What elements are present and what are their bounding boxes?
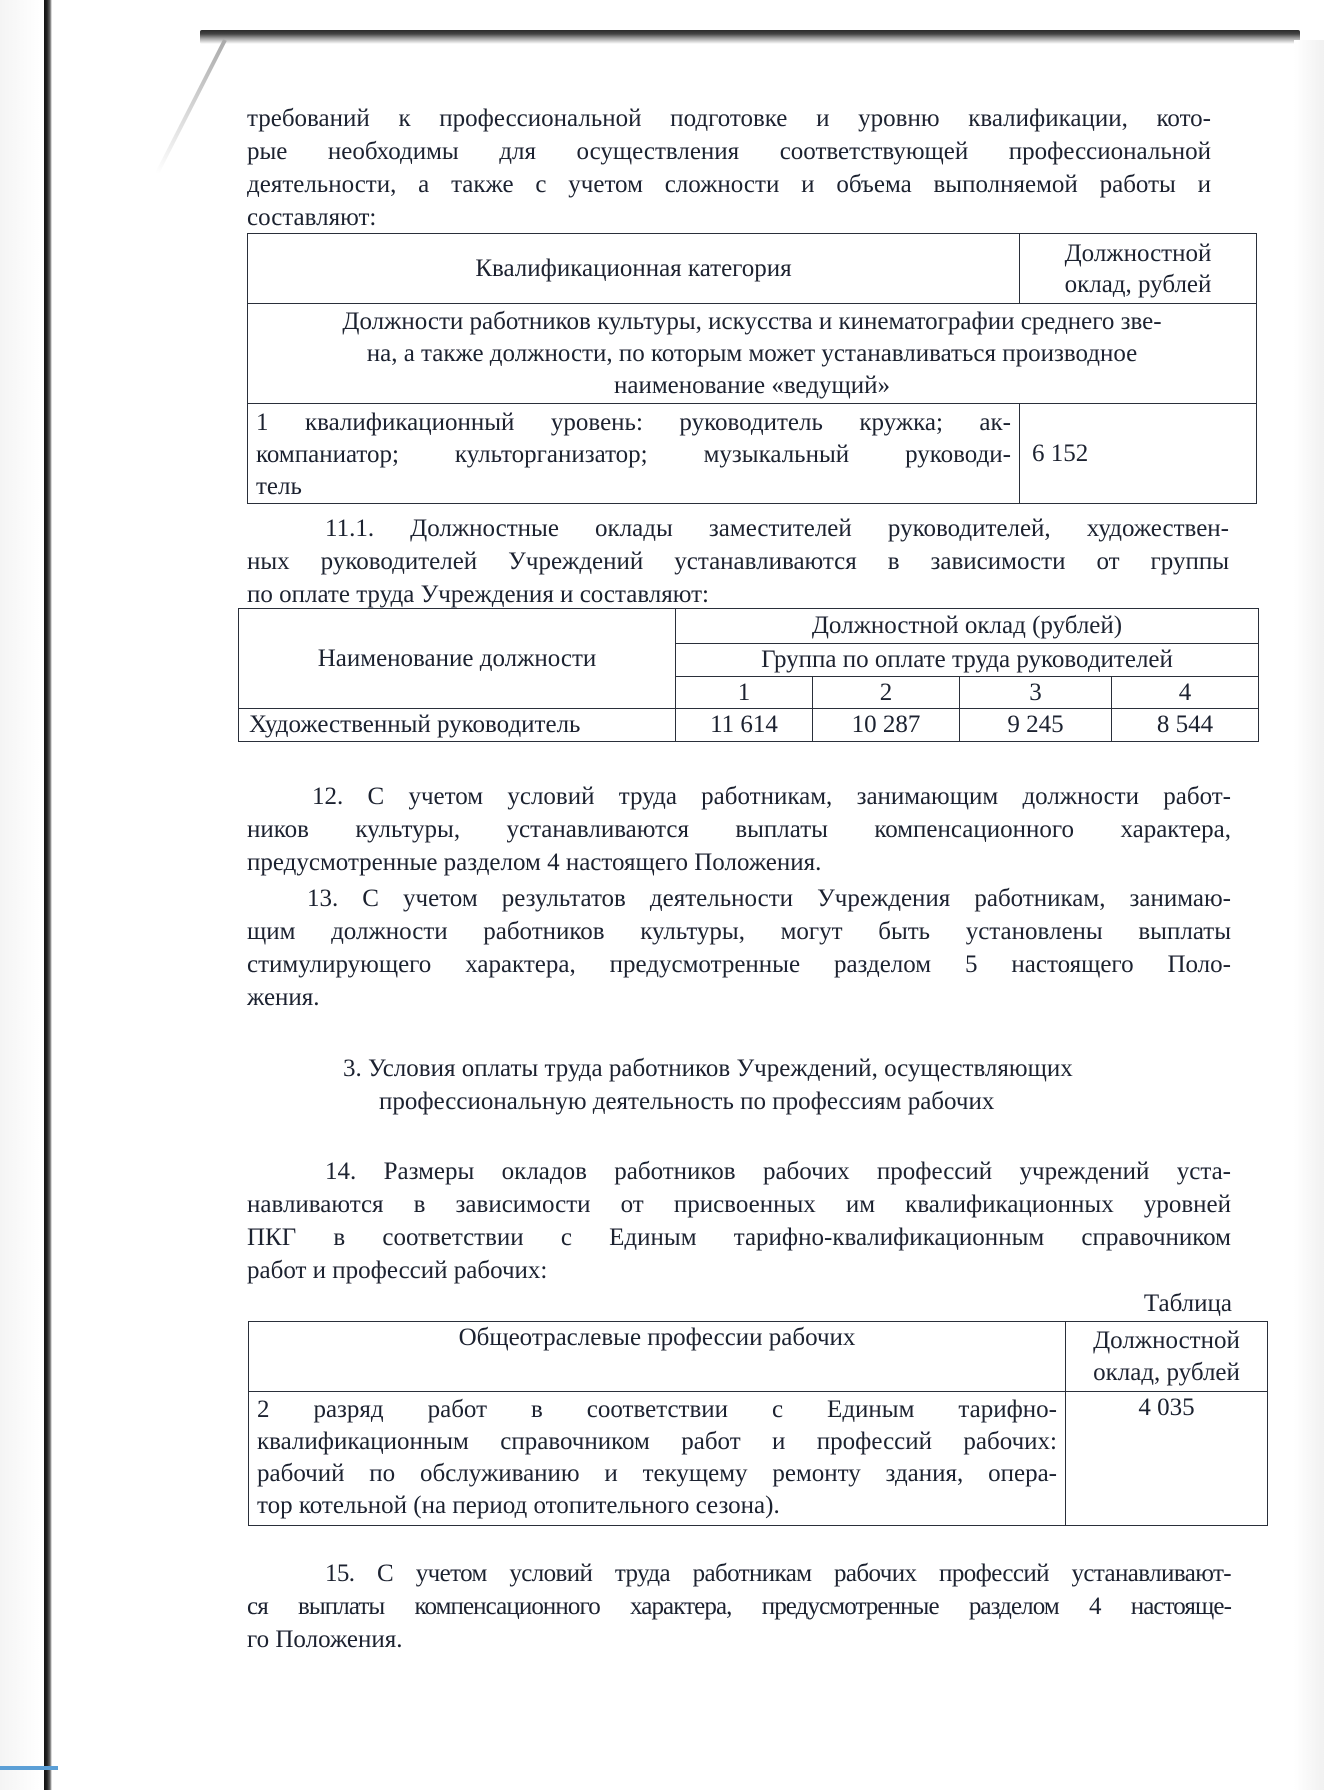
table1-group-row [248, 304, 1257, 404]
director-salary-table [238, 608, 1259, 742]
para-13-line: 13. С учетом результатов деятельности Учреждения работникам, занимаю- [307, 885, 1231, 912]
table1-header-salary [1020, 234, 1257, 304]
table1-row-line: тель [256, 472, 302, 500]
paragraph-15 [247, 1557, 1231, 1656]
table3-row-salary: 4 035 [1066, 1392, 1268, 1526]
para-12-line: 12. С учетом условий труда работникам, занимающим должности работ- [312, 783, 1231, 810]
para-15-line: 15. С учетом условий труда работникам рабочих профессий устанавливают- [325, 1560, 1231, 1587]
paragraph-14 [247, 1155, 1231, 1287]
section-3-heading [247, 1052, 1231, 1118]
table1-group-line: Должности работников культуры, искусства и кинематографии среднего зве- [342, 307, 1162, 335]
table3-row-line: 2 разряд работ в соответствии с Единым тарифно- [257, 1396, 1057, 1423]
table2-value-2: 10 287 [813, 709, 960, 742]
table1-group-line: на, а также должности, по которым может устанавливаться производное [366, 339, 1138, 367]
qualification-table [247, 233, 1257, 504]
table3-row-line: квалификационным справочником работ и профессий рабочих: [257, 1428, 1057, 1455]
para-11-1-line: ных руководителей Учреждений устанавливаются в зависимости от группы [247, 548, 1229, 575]
worker-salary-table [248, 1321, 1268, 1526]
intro-line: деятельности, а также с учетом сложности и объема выполняемой работы и [247, 171, 1211, 198]
table2-group-4: 4 [1112, 677, 1259, 709]
table2-value-1: 11 614 [676, 709, 813, 742]
table3-header-salary [1066, 1322, 1268, 1392]
intro-line: требований к профессиональной подготовке и уровню квалификации, кото- [247, 105, 1211, 132]
para-13-line: стимулирующего характера, предусмотренные разделом 5 настоящего Поло- [247, 951, 1231, 978]
para-14-line: работ и профессий рабочих: [247, 1257, 548, 1284]
table2-value-3: 9 245 [960, 709, 1112, 742]
para-14-line: навливаются в зависимости от присвоенных им квалификационных уровней [247, 1191, 1231, 1218]
para-14-line: ПКГ в соответствии с Единым тарифно-квалификационным справочником [247, 1224, 1231, 1251]
table3-header-profession: Общеотраслевые профессии рабочих [249, 1322, 1066, 1392]
para-13-line: жения. [247, 984, 320, 1011]
table1-group-line: наименование «ведущий» [614, 371, 890, 399]
table2-header-position: Наименование должности [239, 609, 676, 709]
section-3-heading-line2: профессиональную деятельность по профессиям рабочих [379, 1088, 995, 1115]
para-12-line: предусмотренные разделом 4 настоящего Положения. [247, 849, 822, 876]
intro-line: рые необходимы для осуществления соответствующей профессиональной [247, 138, 1211, 165]
table1-row-category [248, 404, 1020, 504]
table2-header-group: Группа по оплате труда руководителей [676, 644, 1259, 677]
table3-caption: Таблица [1143, 1290, 1232, 1317]
intro-line: составляют: [247, 204, 377, 231]
para-15-line: ся выплаты компенсационного характера, предусмотренные разделом 4 настояще- [247, 1593, 1231, 1620]
table1-row-salary: 6 152 [1020, 404, 1257, 504]
para-14-line: 14. Размеры окладов работников рабочих профессий учреждений уста- [325, 1158, 1231, 1185]
table3-header-salary-line2: оклад, рублей [1093, 1358, 1240, 1386]
table2-header-salary: Должностной оклад (рублей) [676, 609, 1259, 644]
para-13-line: щим должности работников культуры, могут быть установлены выплаты [247, 918, 1231, 945]
table1-header-salary-line2: оклад, рублей [1064, 270, 1212, 298]
paragraph-13 [247, 882, 1231, 1014]
table2-group-1: 1 [676, 677, 813, 709]
table2-value-4: 8 544 [1112, 709, 1259, 742]
para-11-1-line: по оплате труда Учреждения и составляют: [247, 581, 709, 608]
table3-header-salary-line1: Должностной [1093, 1326, 1240, 1354]
table1-header-category: Квалификационная категория [248, 234, 1020, 304]
table1-row-line: 1 квалификационный уровень: руководитель кружка; ак- [256, 408, 1011, 436]
paragraph-11-1 [247, 512, 1229, 611]
para-11-1-line: 11.1. Должностные оклады заместителей руководителей, художествен- [325, 515, 1229, 542]
table2-group-3: 3 [960, 677, 1112, 709]
table1-row-line: компаниатор; культорганизатор; музыкальный руководи- [256, 440, 1011, 468]
table2-row-name: Художественный руководитель [239, 709, 676, 742]
table3-row-line: тор котельной (на период отопительного сезона). [257, 1492, 780, 1519]
table1-header-salary-line1: Должностной [1064, 239, 1212, 267]
table3-row-profession [249, 1392, 1066, 1526]
intro-paragraph [247, 102, 1211, 234]
para-15-line: го Положения. [247, 1626, 403, 1653]
table2-group-2: 2 [813, 677, 960, 709]
section-3-heading-line1: 3. Условия оплаты труда работников Учреждений, осуществляющих [343, 1055, 1073, 1082]
paragraph-12 [247, 780, 1231, 879]
para-12-line: ников культуры, устанавливаются выплаты компенсационного характера, [247, 816, 1231, 843]
table3-row-line: рабочий по обслуживанию и текущему ремонту здания, опера- [257, 1460, 1057, 1487]
